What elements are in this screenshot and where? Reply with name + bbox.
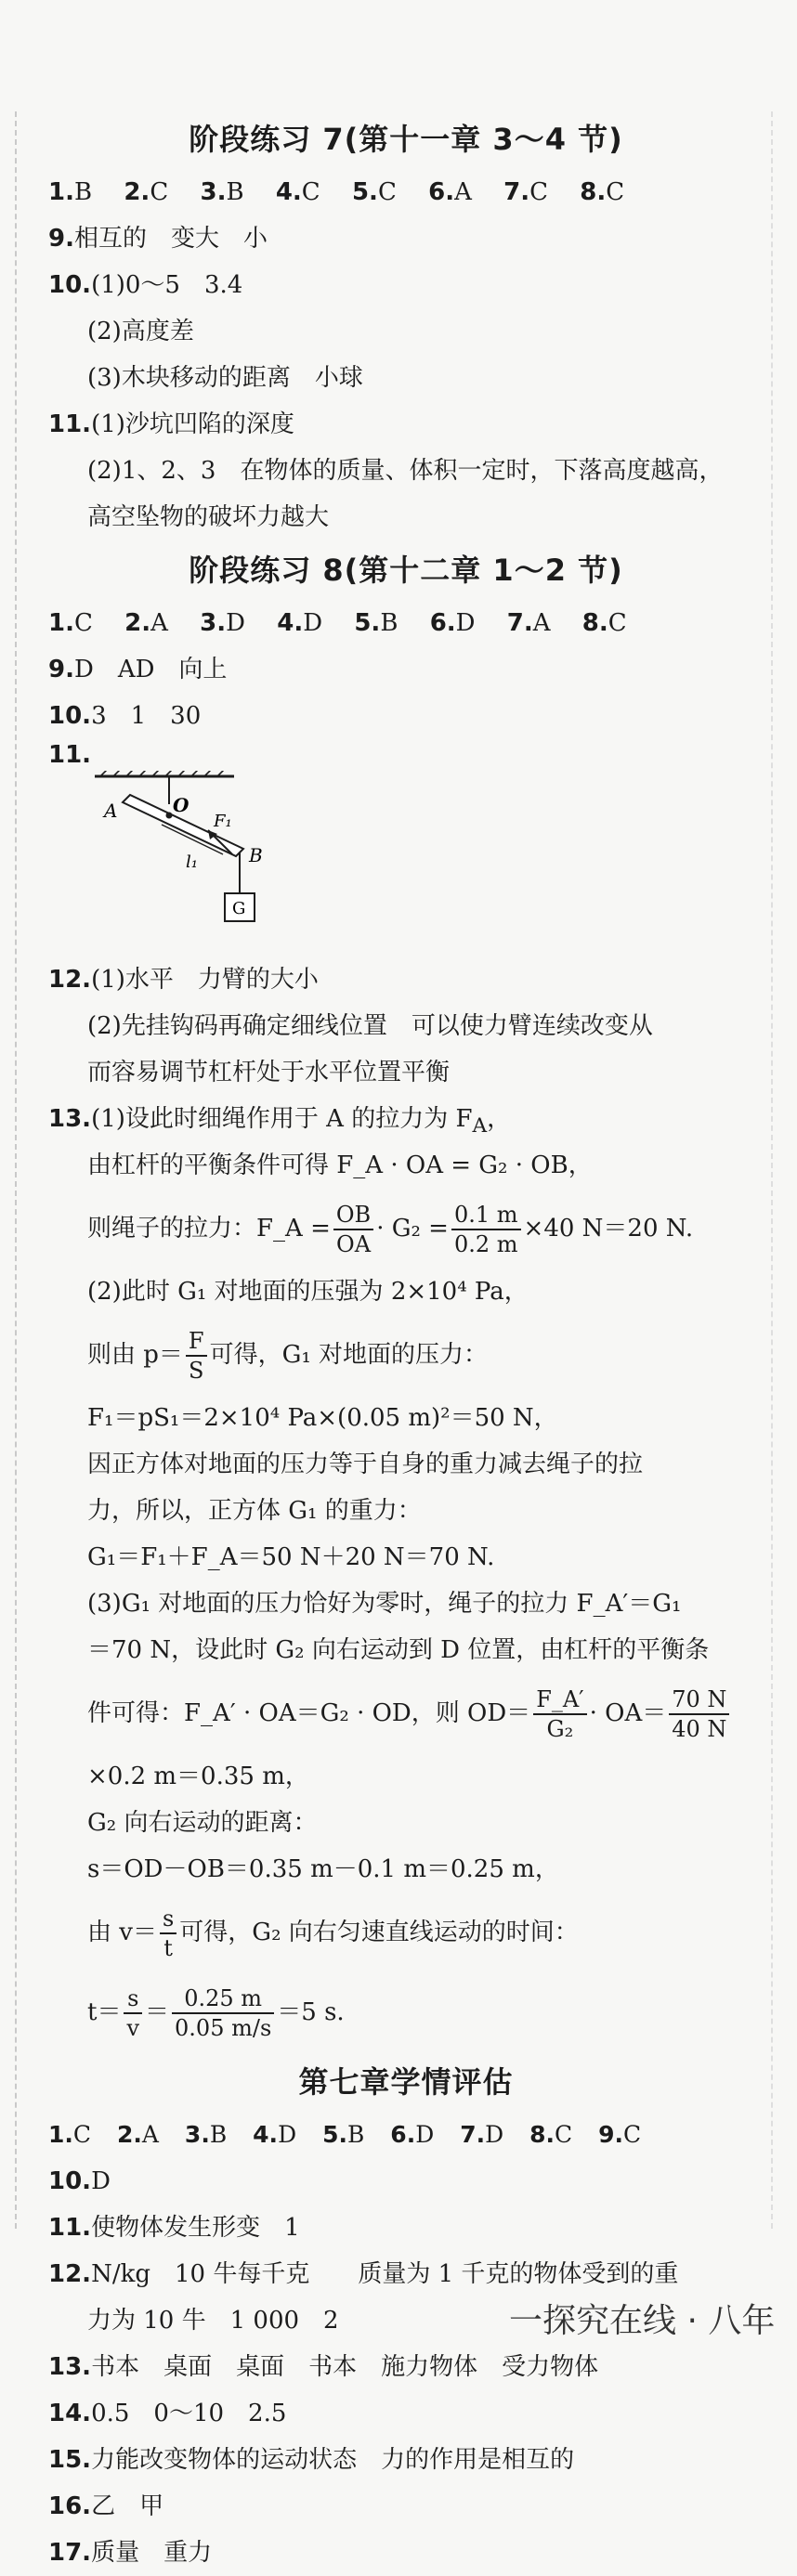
q-ans: D bbox=[226, 609, 245, 637]
q-num: 3. bbox=[200, 178, 227, 206]
q-num: 6. bbox=[390, 2121, 416, 2148]
fraction-ob-oa bbox=[333, 1201, 373, 1258]
frac-num: F bbox=[186, 1327, 207, 1357]
q-text: 质量 重力 bbox=[91, 2539, 213, 2567]
frac-den: v bbox=[126, 2015, 140, 2041]
fraction-70-40 bbox=[669, 1685, 729, 1743]
q-num: 12. bbox=[48, 2260, 92, 2288]
section8-q13-line3 bbox=[48, 1189, 764, 1268]
q-text: 则绳子的拉力：F_A = bbox=[87, 1215, 331, 1242]
q-ans: A bbox=[150, 609, 168, 637]
q-num: 1. bbox=[48, 178, 74, 206]
section8-q13-line8: 力，所以，正方体 G₁ 的重力： bbox=[87, 1497, 422, 1525]
q-ans: C bbox=[623, 2121, 642, 2148]
frac-num: OB bbox=[333, 1201, 373, 1230]
q-text: (1)沙坑凹陷的深度 bbox=[91, 410, 294, 438]
section8-q13-line10: (3)G₁ 对地面的压力恰好为零时，绳子的拉力 F_A′＝G₁ bbox=[87, 1590, 682, 1618]
q-num: 9. bbox=[48, 656, 74, 683]
q-ans: C bbox=[73, 609, 93, 637]
q-text: D bbox=[91, 2167, 111, 2195]
section-ch7-q12-line1 bbox=[48, 2251, 764, 2297]
q-num: 10. bbox=[48, 702, 92, 730]
q-num: 9. bbox=[48, 225, 74, 253]
section7-mc-answers bbox=[48, 169, 764, 215]
section7-q10-line1 bbox=[48, 262, 764, 308]
q-ans: C bbox=[150, 178, 169, 206]
section8-q12-line2: (2)先挂钩码再确定细线位置 可以使力臂连续改变从 bbox=[87, 1012, 653, 1040]
section8-q13-line16 bbox=[48, 1893, 764, 1972]
q-text: ＝ bbox=[145, 1998, 170, 2026]
q-num: 1. bbox=[48, 2121, 73, 2148]
q-num: 13. bbox=[48, 2353, 92, 2381]
q-text: 0.5 0～10 2.5 bbox=[91, 2400, 287, 2427]
q-ans: D bbox=[303, 609, 323, 637]
label-b: B bbox=[249, 844, 263, 866]
q-text: N/kg 10 牛每千克 质量为 1 千克的物体受到的重 bbox=[91, 2260, 679, 2288]
q-num: 6. bbox=[428, 178, 455, 206]
q-text: 则由 p＝ bbox=[87, 1341, 183, 1369]
q-num: 12. bbox=[48, 966, 92, 994]
q-ans: D bbox=[415, 2121, 435, 2148]
q-ans: C bbox=[606, 178, 625, 206]
q-text: 件可得：F_A′ · OA＝G₂ · OD，则 OD＝ bbox=[87, 1699, 531, 1727]
section8-q13-line2: 由杠杆的平衡条件可得 F_A · OA = G₂ · OB， bbox=[87, 1151, 593, 1179]
section8-q10 bbox=[48, 693, 764, 739]
q-num: 2. bbox=[124, 178, 150, 206]
frac-num: s bbox=[124, 1984, 142, 2014]
q-num: 5. bbox=[354, 609, 381, 637]
label-f1: F₁ bbox=[214, 812, 232, 831]
section7-q9 bbox=[48, 215, 764, 262]
q-text: 相互的 变大 小 bbox=[73, 225, 268, 253]
label-l1: l₁ bbox=[186, 852, 198, 872]
section7-q10-line2: (2)高度差 bbox=[87, 318, 194, 345]
section8-mc-answers bbox=[48, 600, 764, 646]
section-ch7-q12-line2: 力为 10 牛 1 000 2 bbox=[87, 2307, 339, 2335]
q-text: 使物体发生形变 1 bbox=[91, 2214, 300, 2242]
q-num: 6. bbox=[429, 609, 456, 637]
section-ch7-mc-answers bbox=[48, 2112, 764, 2158]
q-ans: C bbox=[377, 178, 397, 206]
pivot-point-o bbox=[166, 813, 173, 819]
section8-q13-line13: ×0.2 m＝0.35 m， bbox=[87, 1763, 309, 1790]
frac-num: 70 N bbox=[669, 1685, 729, 1715]
q-ans: D bbox=[455, 609, 476, 637]
page-footer: 一探究在线 · 八年 bbox=[509, 2302, 776, 2340]
q-num: 8. bbox=[581, 609, 608, 637]
left-dashed-margin bbox=[15, 111, 17, 2229]
q-ans: C bbox=[301, 178, 320, 206]
q-text: 乙 甲 bbox=[91, 2492, 164, 2520]
q-text: 力能改变物体的运动状态 力的作用是相互的 bbox=[91, 2446, 575, 2474]
q-num: 10. bbox=[48, 2167, 92, 2195]
q-text: 3 1 30 bbox=[91, 702, 202, 730]
q-ans: A bbox=[532, 609, 551, 637]
q-text: (1)水平 力臂的大小 bbox=[91, 966, 319, 994]
q-num: 11. bbox=[48, 410, 92, 438]
q-num: 8. bbox=[580, 178, 607, 206]
q-text: (1)0～5 3.4 bbox=[91, 271, 243, 299]
label-a: A bbox=[104, 800, 118, 822]
q-num: 2. bbox=[117, 2121, 142, 2148]
q-num: 7. bbox=[506, 609, 533, 637]
section8-title: 阶段练习 8(第十二章 1～2 节) bbox=[189, 553, 623, 588]
fraction-s-t bbox=[160, 1905, 176, 1962]
section8-q13-line14: G₂ 向右运动的距离： bbox=[87, 1809, 318, 1837]
section7-q10-line3: (3)木块移动的距离 小球 bbox=[87, 364, 363, 392]
frac-den: 0.2 m bbox=[453, 1231, 518, 1257]
frac-num: 0.1 m bbox=[451, 1201, 521, 1230]
q-text: ×40 N＝20 N. bbox=[523, 1215, 694, 1242]
q-num: 4. bbox=[253, 2121, 279, 2148]
section8-q13-line1 bbox=[48, 1096, 764, 1142]
frac-den: t bbox=[163, 1935, 173, 1961]
answer-content bbox=[48, 110, 764, 2576]
section8-q13-line11: ＝70 N，设此时 G₂ 向右运动到 D 位置，由杠杆的平衡条 bbox=[87, 1636, 710, 1664]
q-ans: A bbox=[454, 178, 472, 206]
q-text: D AD 向上 bbox=[73, 656, 228, 683]
section8-q13-line5 bbox=[48, 1315, 764, 1395]
frac-den: 40 N bbox=[672, 1716, 727, 1742]
fraction-distance-speed bbox=[172, 1984, 274, 2042]
q-ans: B bbox=[346, 2121, 365, 2148]
frac-den: 0.05 m/s bbox=[175, 2015, 272, 2041]
section-ch7-q11 bbox=[48, 2205, 764, 2251]
q-num: 10. bbox=[48, 271, 92, 299]
q-ans: A bbox=[141, 2121, 159, 2148]
q-num: 1. bbox=[48, 609, 74, 637]
section8-q13-line17 bbox=[48, 1972, 764, 2052]
q-ans: C bbox=[608, 609, 627, 637]
q-text: ， bbox=[487, 1105, 512, 1133]
fraction-lengths bbox=[451, 1201, 521, 1258]
q-text: 由 v＝ bbox=[87, 1919, 157, 1946]
q-num: 11. bbox=[48, 2214, 92, 2242]
frac-num: F_A′ bbox=[533, 1685, 586, 1715]
q-num: 4. bbox=[275, 178, 302, 206]
q-text: 书本 桌面 桌面 书本 施力物体 受力物体 bbox=[91, 2353, 599, 2381]
section8-q13-line7: 因正方体对地面的压力等于自身的重力减去绳子的拉 bbox=[87, 1451, 644, 1478]
q-num: 7. bbox=[503, 178, 530, 206]
q-num: 14. bbox=[48, 2400, 92, 2427]
section8-q9 bbox=[48, 646, 764, 693]
q-num: 3. bbox=[184, 2121, 210, 2148]
fraction-s-v bbox=[124, 1984, 142, 2042]
q-ans: C bbox=[72, 2121, 92, 2148]
section8-q13-line4: (2)此时 G₁ 对地面的压强为 2×10⁴ Pa， bbox=[87, 1278, 529, 1306]
label-g: G bbox=[232, 899, 246, 918]
q-num: 4. bbox=[277, 609, 304, 637]
section8-q13-line6: F₁＝pS₁＝2×10⁴ Pa×(0.05 m)²＝50 N， bbox=[87, 1404, 558, 1432]
q-num: 11. bbox=[48, 741, 92, 769]
right-dashed-margin bbox=[771, 111, 773, 2229]
section-ch7-title: 第七章学情评估 bbox=[298, 2064, 514, 2100]
q-text: · G₂ = bbox=[376, 1215, 449, 1242]
q-ans: B bbox=[226, 178, 244, 206]
q-text: 可得，G₁ 对地面的压力： bbox=[209, 1341, 489, 1369]
section8-q13-line9: G₁＝F₁＋F_A＝50 N＋20 N＝70 N. bbox=[87, 1543, 495, 1571]
fraction-fa-g2 bbox=[533, 1685, 586, 1743]
section8-q13-line15: s＝OD－OB＝0.35 m－0.1 m＝0.25 m， bbox=[87, 1855, 559, 1883]
label-o: O bbox=[173, 794, 189, 816]
frac-den: OA bbox=[336, 1231, 372, 1257]
q-text: (1)设此时细绳作用于 A 的拉力为 F bbox=[91, 1105, 473, 1133]
lever-diagram-svg bbox=[85, 771, 327, 956]
section-ch7-q13 bbox=[48, 2344, 764, 2390]
q-num: 2. bbox=[124, 609, 151, 637]
q-ans: B bbox=[209, 2121, 228, 2148]
section-ch7-q14 bbox=[48, 2390, 764, 2437]
section7-q11-line3: 高空坠物的破坏力越大 bbox=[87, 503, 330, 531]
q-text: ＝5 s. bbox=[277, 1998, 345, 2026]
q-num: 15. bbox=[48, 2446, 92, 2474]
lever-diagram bbox=[48, 771, 764, 956]
q-num: 7. bbox=[460, 2121, 486, 2148]
fraction-f-s bbox=[186, 1327, 207, 1385]
section7-q11-line1 bbox=[48, 401, 764, 448]
section8-q13-line12 bbox=[48, 1673, 764, 1753]
q-num: 5. bbox=[322, 2121, 347, 2148]
section8-q11 bbox=[48, 739, 764, 771]
section-ch7-q16 bbox=[48, 2483, 764, 2530]
q-sub: A bbox=[472, 1114, 488, 1138]
section7-q11-line2: (2)1、2、3 在物体的质量、体积一定时，下落高度越高， bbox=[87, 457, 724, 485]
q-ans: D bbox=[278, 2121, 297, 2148]
frac-num: s bbox=[160, 1905, 176, 1934]
section8-q12-line1 bbox=[48, 956, 764, 1003]
q-num: 3. bbox=[200, 609, 227, 637]
q-num: 13. bbox=[48, 1105, 92, 1133]
frac-den: S bbox=[189, 1358, 204, 1384]
q-ans: C bbox=[529, 178, 548, 206]
q-ans: B bbox=[73, 178, 93, 206]
section-ch7-q17 bbox=[48, 2530, 764, 2576]
frac-num: 0.25 m bbox=[172, 1984, 274, 2014]
q-text: 可得，G₂ 向右匀速直线运动的时间： bbox=[179, 1919, 579, 1946]
section7-title: 阶段练习 7(第十一章 3～4 节) bbox=[189, 122, 623, 157]
q-num: 5. bbox=[351, 178, 378, 206]
section8-q12-line3: 而容易调节杠杆处于水平位置平衡 bbox=[87, 1059, 451, 1086]
q-num: 9. bbox=[598, 2121, 624, 2148]
q-text: t＝ bbox=[87, 1998, 122, 2026]
q-num: 16. bbox=[48, 2492, 92, 2520]
frac-den: G₂ bbox=[546, 1716, 574, 1742]
section-ch7-q15 bbox=[48, 2437, 764, 2483]
q-ans: C bbox=[555, 2121, 573, 2148]
q-ans: B bbox=[380, 609, 398, 637]
q-ans: D bbox=[485, 2121, 504, 2148]
q-num: 8. bbox=[529, 2121, 555, 2148]
q-num: 17. bbox=[48, 2539, 92, 2567]
q-text: · OA＝ bbox=[589, 1699, 667, 1727]
section-ch7-q10 bbox=[48, 2158, 764, 2205]
